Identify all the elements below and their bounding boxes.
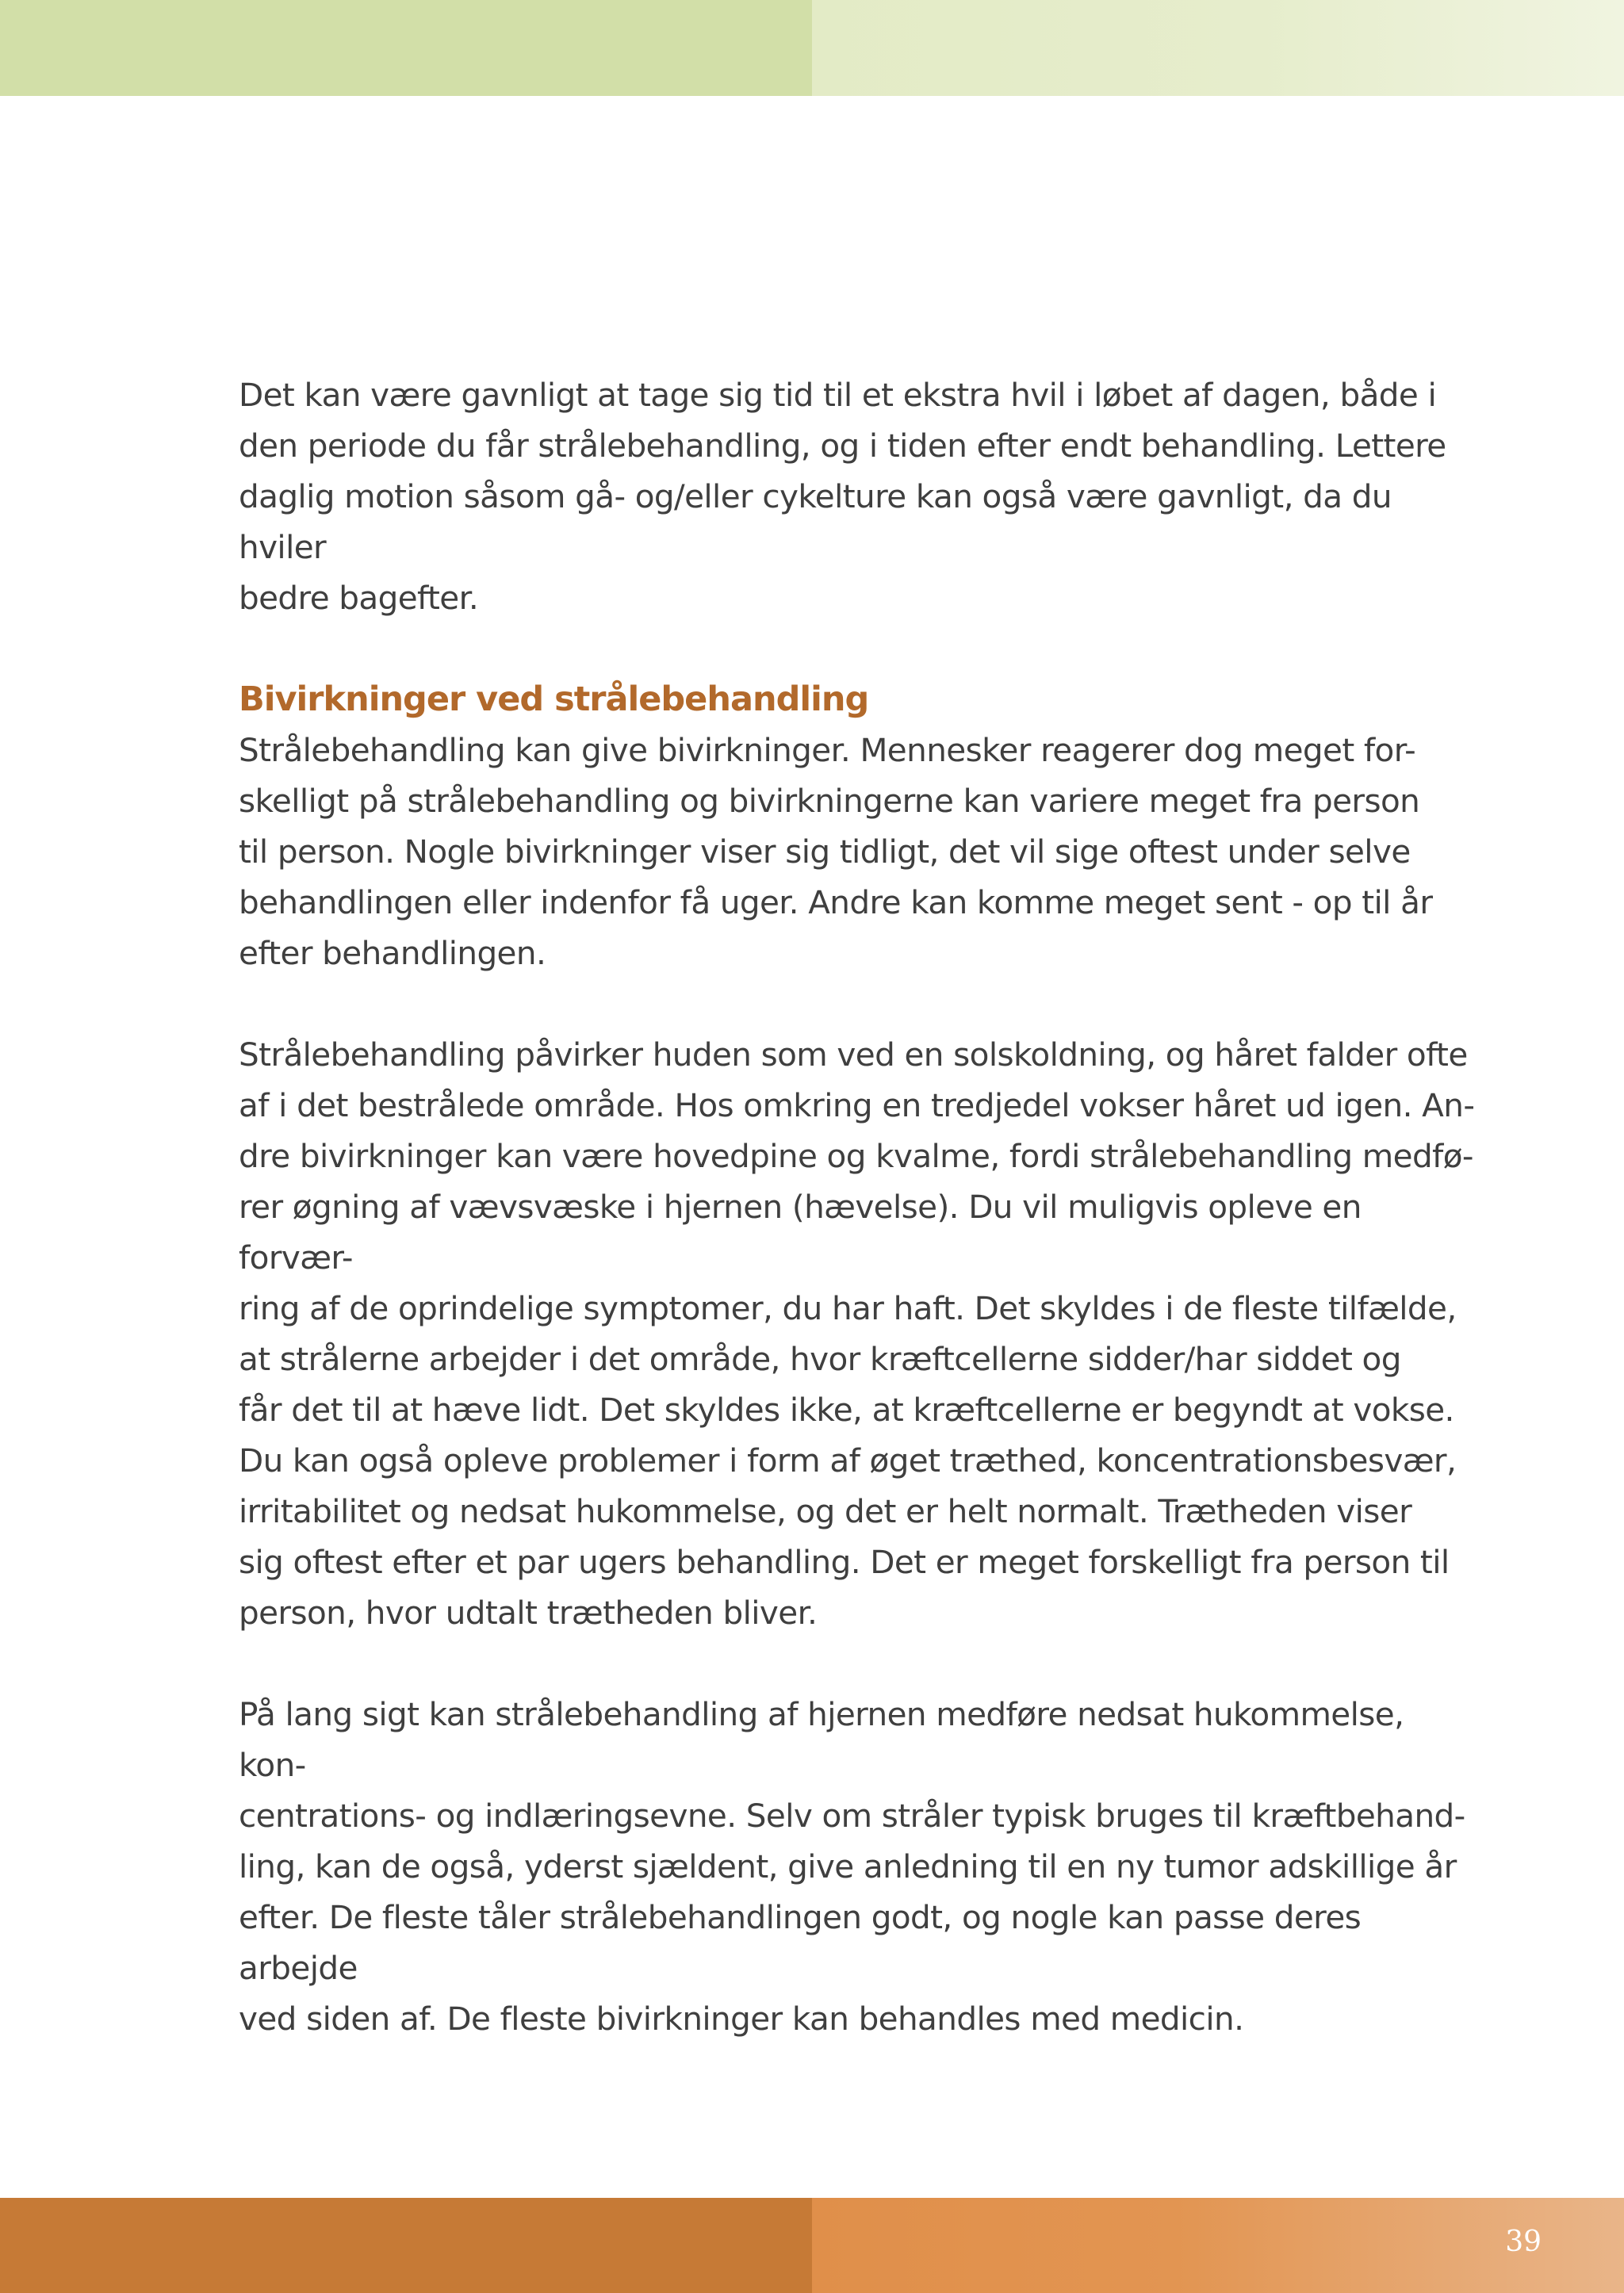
- article-body: [239, 369, 1476, 2044]
- section-heading: Bivirkninger ved strålebehandling: [239, 679, 869, 719]
- top-band-right-block: [812, 0, 1624, 96]
- paragraph-long-term-effects: På lang sigt kan strålebehandling af hjernen medføre nedsat hukommelse, kon- centrations- og indlæringsevne. Selv om stråler typisk bruges til kræftbehand- ling, kan de også, yderst sjældent, give anledning til en ny tumor adskillige år efter. De fleste tåler strålebehandlingen godt, og nogle kan passe deres arbejde ved siden af. De fleste bivirkninger kan behandles med medicin.: [239, 1695, 1465, 2038]
- top-band-left-block: [0, 0, 812, 96]
- bottom-band-left-block: [0, 2198, 812, 2293]
- paragraph-side-effects-details: Strålebehandling påvirker huden som ved en solskoldning, og håret falder ofte af i det bestrålede område. Hos omkring en tredjedel vokser håret ud igen. An- dre bivirkninger kan være hovedpine og kvalme, fordi strålebehandling medfø- rer øgning af vævsvæske i hjernen (hævelse). Du vil muligvis opleve en forvær- ring af de oprindelige symptomer, du har haft. Det skyldes i de fleste tilfælde, at strålerne arbejder i det område, hvor kræftcellerne sidder/har siddet og får det til at hæve lidt. Det skyldes ikke, at kræftcellerne er begyndt at vokse. Du kan også opleve problemer i form af øget træthed, koncentrationsbesvær, irritabilitet og nedsat hukommelse, og det er helt normalt. Trætheden viser sig oftest efter et par ugers behandling. Det er meget forskelligt fra person til person, hvor udtalt trætheden bliver.: [239, 1035, 1475, 1632]
- paragraph-spacer: [239, 1638, 1476, 1689]
- top-decorative-band: [0, 0, 1624, 96]
- page-number: 39: [1505, 2226, 1542, 2258]
- paragraph-spacer: [239, 623, 1476, 674]
- paragraph-side-effects-intro: Strålebehandling kan give bivirkninger. Mennesker reagerer dog meget for- skelligt på strålebehandling og bivirkningerne kan variere meget fra person til person. Nogle bivirkninger viser sig tidligt, det vil sige oftest under selve behandlingen eller indenfor få uger. Andre kan komme meget sent - op til år efter behandlingen.: [239, 731, 1433, 972]
- bottom-decorative-band: [0, 2198, 1624, 2293]
- paragraph-spacer: [239, 978, 1476, 1029]
- intro-paragraph: Det kan være gavnligt at tage sig tid til et ekstra hvil i løbet af dagen, både i den periode du får strålebehandling, og i tiden efter endt behandling. Lettere daglig motion såsom gå- og/eller cykelture kan også være gavnligt, da du hviler bedre bagefter.: [239, 376, 1446, 617]
